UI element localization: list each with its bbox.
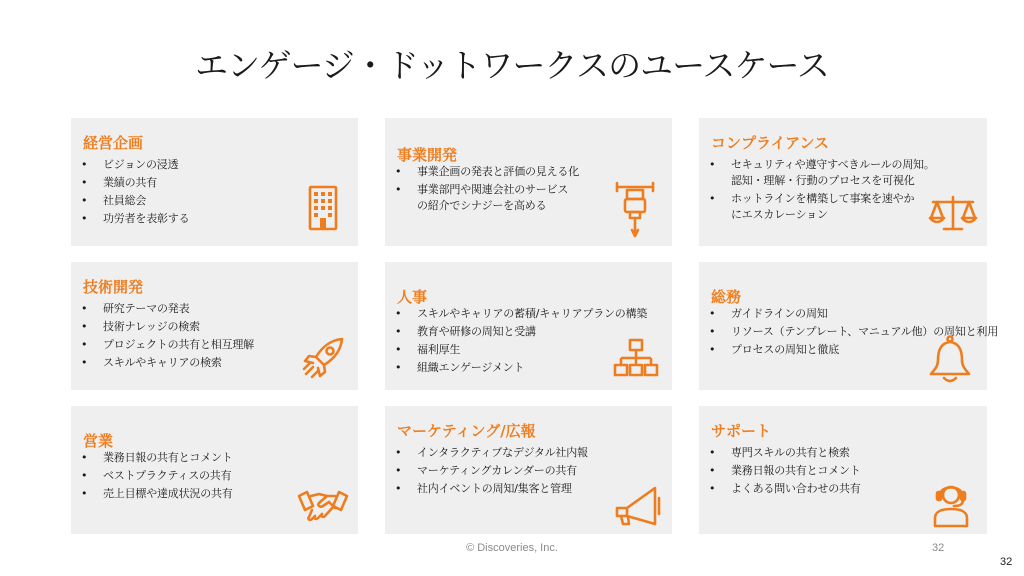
list-item: • インタラクティブなデジタル社内報: [395, 445, 588, 461]
list-item: • よくある問い合わせの共有: [709, 481, 861, 497]
list-item: • ホットラインを構築して事案を速やか にエスカレーション: [709, 191, 935, 223]
card-bullet-list: [395, 306, 647, 378]
list-item: • リソース（テンプレート、マニュアル他）の周知と利用: [709, 324, 998, 340]
list-item: • 事業部門や関連会社のサービス の紹介でシナジーを高める: [395, 182, 579, 214]
megaphone-icon: [613, 482, 663, 526]
usecase-card-compliance: [699, 118, 987, 246]
handshake-icon: [297, 488, 349, 526]
card-title: 人事: [397, 288, 428, 306]
list-item: • 福利厚生: [395, 342, 647, 358]
list-item: • ベストプラクティスの共有: [81, 468, 233, 484]
card-title: 総務: [711, 288, 742, 306]
list-item: • 功労者を表彰する: [81, 211, 189, 227]
list-item: • 業務日報の共有とコメント: [709, 463, 861, 479]
footer-page-number: 32: [932, 542, 945, 554]
list-item: • 社内イベントの周知/集客と管理: [395, 481, 588, 497]
list-item: • 社員総会: [81, 193, 189, 209]
list-item: • ガイドラインの周知: [709, 306, 998, 322]
usecase-card-sales: [71, 406, 358, 534]
list-item: • 業務日報の共有とコメント: [81, 450, 233, 466]
list-item: • 研究テーマの発表: [81, 301, 254, 317]
card-bullet-list: [81, 157, 189, 229]
list-item: • 専門スキルの共有と検索: [709, 445, 861, 461]
rocket-icon: [301, 334, 347, 380]
card-title: 技術開発: [83, 278, 144, 296]
card-bullet-list: [395, 445, 588, 499]
usecase-card-business-development: [385, 118, 672, 246]
list-item: • プロジェクトの共有と相互理解: [81, 337, 254, 353]
scales-icon: [927, 194, 979, 234]
jackhammer-icon: [613, 180, 657, 238]
card-bullet-list: [81, 301, 254, 373]
list-item: • ビジョンの浸透: [81, 157, 189, 173]
usecase-card-technology-development: [71, 262, 358, 390]
usecase-card-marketing-pr: [385, 406, 672, 534]
card-bullet-list: [709, 445, 861, 499]
card-title: 事業開発: [397, 146, 458, 164]
list-item: • 売上目標や達成状況の共有: [81, 486, 233, 502]
list-item: • マーケティングカレンダーの共有: [395, 463, 588, 479]
card-title: 営業: [83, 432, 114, 450]
usecase-card-general-affairs: [699, 262, 999, 390]
card-bullet-list: [81, 450, 233, 504]
card-title: コンプライアンス: [711, 134, 830, 152]
list-item: • 事業企画の発表と評価の見える化: [395, 164, 579, 180]
bell-icon: [927, 334, 973, 384]
list-item: • 業績の共有: [81, 175, 189, 191]
list-item: • スキルやキャリアの検索: [81, 355, 254, 371]
list-item: • 教育や研修の周知と受講: [395, 324, 647, 340]
usecase-card-support: [699, 406, 987, 534]
headset-support-icon: [929, 480, 973, 528]
card-title: マーケティング/広報: [397, 422, 536, 440]
list-item: • 技術ナレッジの検索: [81, 319, 254, 335]
card-bullet-list: [395, 164, 579, 216]
usecase-card-management-planning: [71, 118, 358, 246]
office-building-icon: [303, 184, 343, 232]
card-bullet-list: [709, 157, 935, 225]
list-item: • セキュリティや遵守すべきルールの周知。 認知・理解・行動のプロセスを可視化: [709, 157, 935, 189]
usecase-card-human-resources: [385, 262, 672, 390]
slide-number: 32: [1000, 556, 1013, 568]
list-item: • 組織エンゲージメント: [395, 360, 647, 376]
list-item: • スキルやキャリアの蓄積/キャリアプランの構築: [395, 306, 647, 322]
card-title: 経営企画: [83, 134, 144, 152]
slide-title: エンゲージ・ドットワークスのユースケース: [195, 46, 829, 85]
list-item: • プロセスの周知と徹底: [709, 342, 998, 358]
card-title: サポート: [711, 422, 772, 440]
org-chart-icon: [613, 337, 659, 379]
footer-copyright: © Discoveries, Inc.: [466, 542, 558, 554]
